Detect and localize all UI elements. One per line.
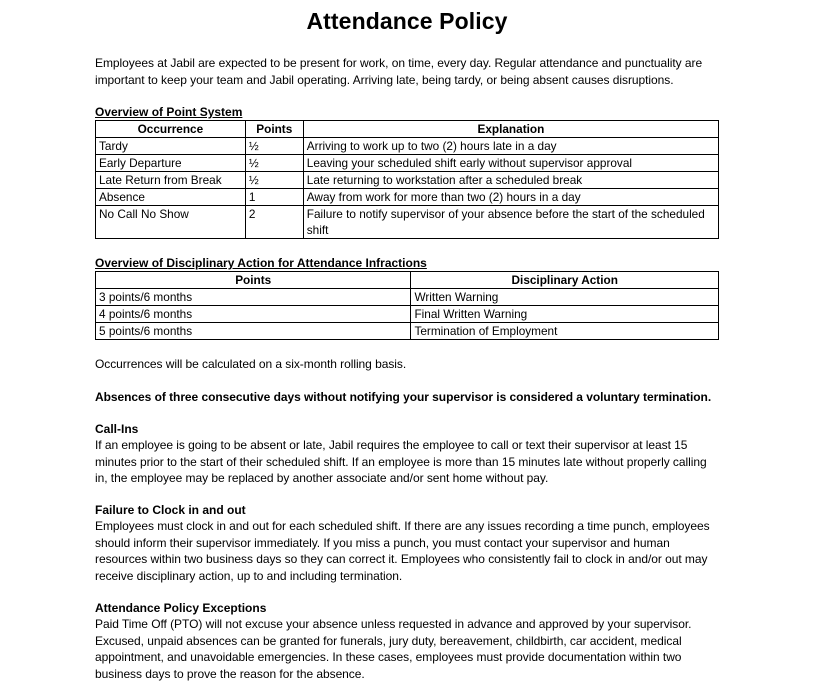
rolling-basis-note: Occurrences will be calculated on a six-month rolling basis. [95, 357, 407, 371]
table-row [96, 189, 719, 206]
points-cell: ½ [245, 155, 303, 172]
points-threshold-cell: 3 points/6 months [96, 289, 411, 306]
section-policy-exceptions [95, 600, 719, 682]
section-call-ins [95, 421, 719, 487]
explanation-cell: Late returning to workstation after a scheduled break [303, 172, 718, 189]
points-cell: ½ [245, 138, 303, 155]
table-row [96, 306, 719, 323]
section-clock-in-out [95, 502, 719, 584]
action-cell: Written Warning [411, 289, 719, 306]
table-row [96, 323, 719, 340]
column-header-explanation: Explanation [303, 121, 718, 138]
table-row [96, 289, 719, 306]
voluntary-termination-note: Absences of three consecutive days without notifying your supervisor is considered a voluntary termination. [95, 390, 712, 404]
points-threshold-cell: 4 points/6 months [96, 306, 411, 323]
points-threshold-cell: 5 points/6 months [96, 323, 411, 340]
section-body: If an employee is going to be absent or late, Jabil requires the employee to call or text their supervisor at least 15 minutes prior to the start of their scheduled shift. If an employee is more than 15 minutes late without properly calling in, the employee may be replaced by another associate and/or sent home without pay. [95, 438, 707, 486]
explanation-cell: Failure to notify supervisor of your absence before the start of the scheduled shift [303, 206, 718, 239]
occurrence-cell: Late Return from Break [96, 172, 246, 189]
occurrence-cell: Early Departure [96, 155, 246, 172]
document-title: Attendance Policy [306, 8, 508, 34]
section-body: Employees must clock in and out for each scheduled shift. If there are any issues recording a time punch, employees should inform their supervisor immediately. If you miss a punch, you must contact your supervisor and human resources within two business days so they can correct it. Employees who consistently fail to clock in and/or out may receive disciplinary action, up to and including termination. [95, 519, 710, 583]
table-row [96, 138, 719, 155]
disciplinary-table [95, 271, 719, 340]
table-row [96, 155, 719, 172]
section-heading: Failure to Clock in and out [95, 503, 246, 517]
column-header-points: Points [96, 272, 411, 289]
column-header-points: Points [245, 121, 303, 138]
section-body: Paid Time Off (PTO) will not excuse your absence unless requested in advance and approved by your supervisor. Excused, unpaid absences can be granted for funerals, jury duty, bereavement, childbirth, car accident, medical appointment, and unavoidable emergencies. In these cases, employees must provide documentation within two business days to prove the reason for the absence. [95, 617, 692, 681]
explanation-cell: Arriving to work up to two (2) hours late in a day [303, 138, 718, 155]
points-cell: 1 [245, 189, 303, 206]
disciplinary-heading: Overview of Disciplinary Action for Attendance Infractions [95, 256, 427, 270]
explanation-cell: Away from work for more than two (2) hours in a day [303, 189, 718, 206]
explanation-cell: Leaving your scheduled shift early without supervisor approval [303, 155, 718, 172]
table-row [96, 172, 719, 189]
occurrence-cell: Absence [96, 189, 246, 206]
table-row [96, 206, 719, 239]
intro-paragraph: Employees at Jabil are expected to be present for work, on time, every day. Regular attendance and punctuality are important to keep your team and Jabil operating. Arriving late, being tardy, or being absent causes disruptions. [95, 56, 703, 87]
section-heading: Attendance Policy Exceptions [95, 601, 267, 615]
action-cell: Final Written Warning [411, 306, 719, 323]
points-cell: 2 [245, 206, 303, 239]
occurrence-cell: Tardy [96, 138, 246, 155]
column-header-occurrence: Occurrence [96, 121, 246, 138]
points-cell: ½ [245, 172, 303, 189]
action-cell: Termination of Employment [411, 323, 719, 340]
table-header-row [96, 121, 719, 138]
table-header-row [96, 272, 719, 289]
column-header-disciplinary-action: Disciplinary Action [411, 272, 719, 289]
occurrence-cell: No Call No Show [96, 206, 246, 239]
point-system-heading: Overview of Point System [95, 105, 243, 119]
point-system-table [95, 120, 719, 239]
section-heading: Call-Ins [95, 422, 139, 436]
